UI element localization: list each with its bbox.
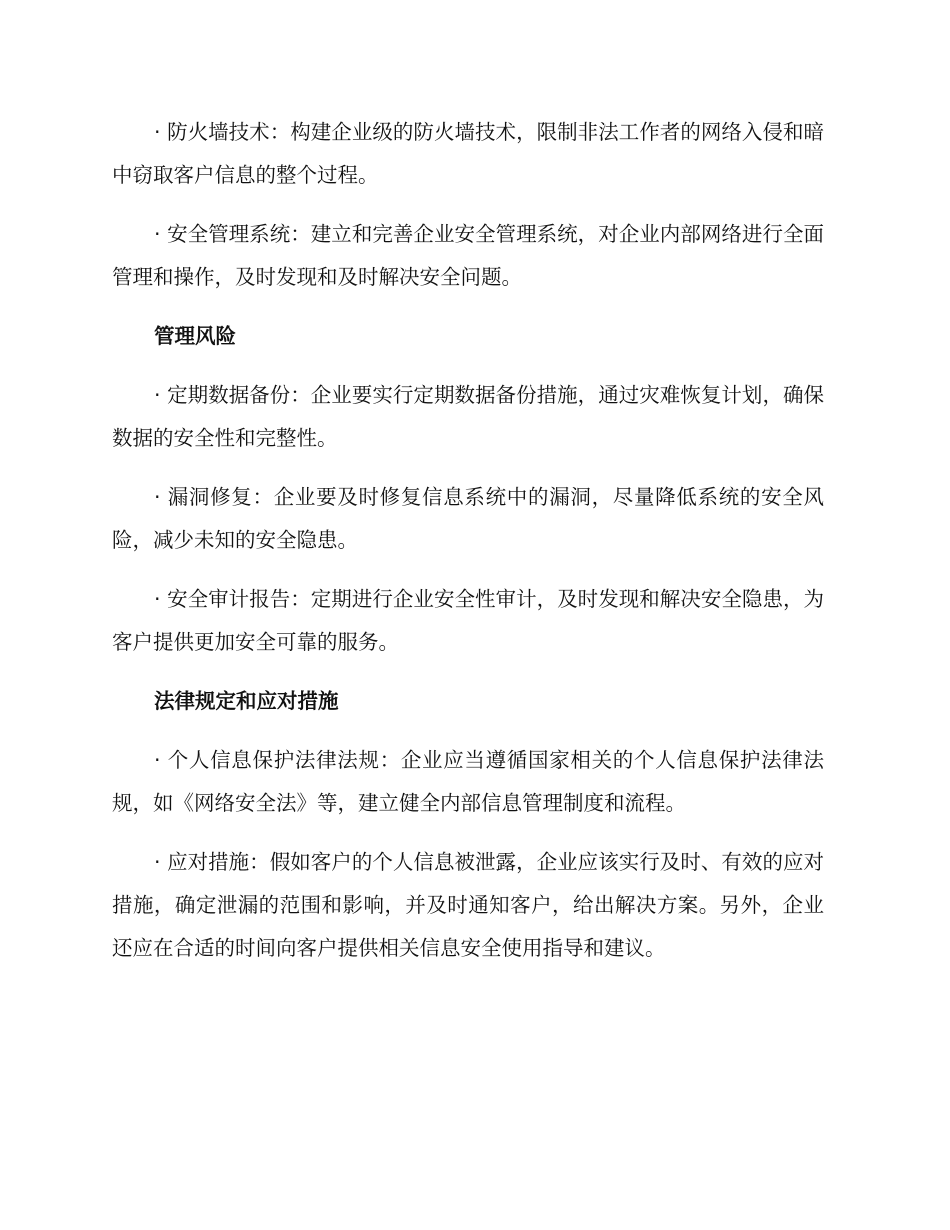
document-body xyxy=(112,111,824,986)
paragraph-security-management-system: · 安全管理系统：建立和完善企业安全管理系统，对企业内部网络进行全面管理和操作，及时发现和及时解决安全问题。 xyxy=(112,222,824,289)
paragraph-firewall: · 防火墙技术：构建企业级的防火墙技术，限制非法工作者的网络入侵和暗中窃取客户信息的整个过程。 xyxy=(112,120,824,187)
section-heading-legal-measures: 法律规定和应对措施 xyxy=(154,689,339,713)
paragraph-data-backup: · 定期数据备份：企业要实行定期数据备份措施，通过灾难恢复计划，确保数据的安全性和完整性。 xyxy=(112,383,824,450)
paragraph-security-audit: · 安全审计报告：定期进行企业安全性审计，及时发现和解决安全隐患，为客户提供更加安全可靠的服务。 xyxy=(112,587,824,654)
paragraph-vulnerability-fix: · 漏洞修复：企业要及时修复信息系统中的漏洞，尽量降低系统的安全风险，减少未知的安全隐患。 xyxy=(112,485,824,552)
paragraph-response-measures: · 应对措施：假如客户的个人信息被泄露，企业应该实行及时、有效的应对措施，确定泄漏的范围和影响，并及时通知客户，给出解决方案。另外，企业还应在合适的时间向客户提供相关信息安全使用指导和建议。 xyxy=(112,850,824,960)
paragraph-privacy-law: · 个人信息保护法律法规：企业应当遵循国家相关的个人信息保护法律法规，如《网络安全法》等，建立健全内部信息管理制度和流程。 xyxy=(112,748,824,815)
section-heading-management-risk: 管理风险 xyxy=(154,324,236,348)
